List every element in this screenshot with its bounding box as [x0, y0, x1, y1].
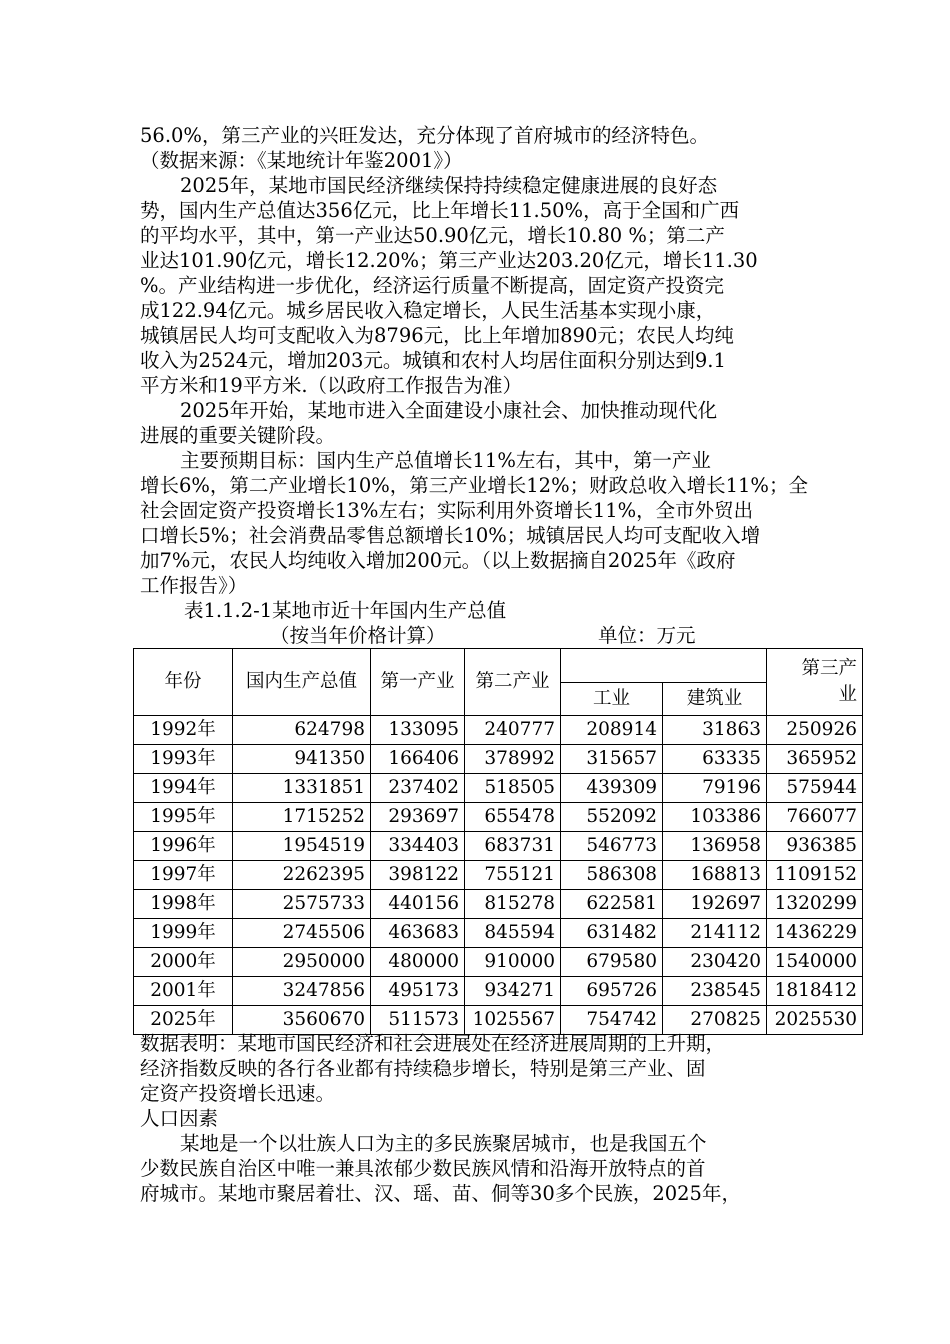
cell-value: 440156	[371, 890, 465, 919]
cell-value: 910000	[465, 948, 561, 977]
cell-year: 2025年	[134, 1006, 233, 1035]
cell-value: 1954519	[233, 832, 371, 861]
cell-value: 3247856	[233, 977, 371, 1006]
cell-value: 1331851	[233, 774, 371, 803]
cell-value: 941350	[233, 745, 371, 774]
cell-value: 315657	[561, 745, 663, 774]
cell-value: 168813	[663, 861, 767, 890]
cell-value: 1320299	[767, 890, 863, 919]
cell-value: 518505	[465, 774, 561, 803]
table-row	[134, 948, 863, 977]
cell-value: 79196	[663, 774, 767, 803]
cell-value: 934271	[465, 977, 561, 1006]
cell-value: 2025530	[767, 1006, 863, 1035]
cell-year: 1997年	[134, 861, 233, 890]
cell-year: 1993年	[134, 745, 233, 774]
cell-value: 622581	[561, 890, 663, 919]
cell-value: 1025567	[465, 1006, 561, 1035]
text-line: %。产业结构进一步优化，经济运行质量不断提高，固定资产投资完	[140, 274, 725, 297]
cell-value: 755121	[465, 861, 561, 890]
text-line: 定资产投资增长迅速。	[140, 1082, 336, 1105]
header-year: 年份	[134, 649, 233, 716]
cell-value: 240777	[465, 716, 561, 745]
cell-value: 936385	[767, 832, 863, 861]
cell-value: 2950000	[233, 948, 371, 977]
cell-value: 480000	[371, 948, 465, 977]
cell-value: 463683	[371, 919, 465, 948]
table-row	[134, 977, 863, 1006]
header-gdp: 国内生产总值	[233, 649, 371, 716]
cell-value: 679580	[561, 948, 663, 977]
text-line: 人口因素	[140, 1107, 219, 1130]
text-line: 数据表明：某地市国民经济和社会进展处在经济进展周期的上升期，	[140, 1032, 726, 1055]
text-line: 府城市。某地市聚居着壮、汉、瑶、苗、侗等30多个民族，2025年，	[140, 1182, 741, 1205]
table-header-row	[134, 649, 863, 683]
cell-value: 1540000	[767, 948, 863, 977]
cell-value: 695726	[561, 977, 663, 1006]
cell-year: 2001年	[134, 977, 233, 1006]
table-row	[134, 861, 863, 890]
text-line: 成122.94亿元。城乡居民收入稳定增长，人民生活基本实现小康，	[140, 299, 716, 322]
cell-value: 378992	[465, 745, 561, 774]
paragraph-1	[140, 123, 820, 173]
cell-year: 1992年	[134, 716, 233, 745]
cell-value: 63335	[663, 745, 767, 774]
table-unit: 单位：万元	[598, 624, 696, 647]
cell-value: 214112	[663, 919, 767, 948]
cell-value: 575944	[767, 774, 863, 803]
header-industry: 工业	[561, 682, 663, 716]
header-secondary-breakdown	[561, 649, 767, 683]
cell-year: 1996年	[134, 832, 233, 861]
cell-value: 624798	[233, 716, 371, 745]
cell-value: 631482	[561, 919, 663, 948]
section-heading	[140, 1106, 820, 1131]
text-line: 主要预期目标：国内生产总值增长11%左右，其中，第一产业	[180, 449, 711, 472]
text-line: 少数民族自治区中唯一兼具浓郁少数民族风情和沿海开放特点的首	[140, 1157, 706, 1180]
text-line: 经济指数反映的各行各业都有持续稳步增长，特别是第三产业、固	[140, 1057, 706, 1080]
text-line: 增长6%，第二产业增长10%，第三产业增长12%；财政总收入增长11%；全	[140, 474, 808, 497]
cell-year: 1994年	[134, 774, 233, 803]
text-line: 势，国内生产总值达356亿元，比上年增长11.50%，高于全国和广西	[140, 199, 740, 222]
text-line: 口增长5%；社会消费品零售总额增长10%；城镇居民人均可支配收入增	[140, 524, 761, 547]
cell-value: 365952	[767, 745, 863, 774]
table-subtitle: （按当年价格计算）	[270, 624, 446, 647]
table-row	[134, 716, 863, 745]
cell-value: 230420	[663, 948, 767, 977]
cell-value: 208914	[561, 716, 663, 745]
cell-value: 136958	[663, 832, 767, 861]
paragraph-7	[140, 1131, 820, 1206]
cell-value: 754742	[561, 1006, 663, 1035]
cell-value: 495173	[371, 977, 465, 1006]
cell-value: 270825	[663, 1006, 767, 1035]
cell-year: 1995年	[134, 803, 233, 832]
cell-value: 3560670	[233, 1006, 371, 1035]
cell-value: 546773	[561, 832, 663, 861]
table-row	[134, 832, 863, 861]
cell-value: 237402	[371, 774, 465, 803]
cell-value: 166406	[371, 745, 465, 774]
cell-value: 1109152	[767, 861, 863, 890]
paragraph-5	[140, 1031, 820, 1106]
cell-value: 238545	[663, 977, 767, 1006]
text-line: 进展的重要关键阶段。	[140, 424, 336, 447]
cell-value: 334403	[371, 832, 465, 861]
text-line: 2025年，某地市国民经济继续保持持续稳定健康进展的良好态	[180, 174, 718, 197]
cell-value: 133095	[371, 716, 465, 745]
cell-value: 31863	[663, 716, 767, 745]
text-line: 2025年开始，某地市进入全面建设小康社会、加快推动现代化	[180, 399, 718, 422]
paragraph-4	[140, 448, 820, 598]
text-line: 某地是一个以壮族人口为主的多民族聚居城市，也是我国五个	[180, 1132, 707, 1155]
text-line: 社会固定资产投资增长13%左右；实际利用外资增长11%，全市外贸出	[140, 499, 754, 522]
cell-value: 398122	[371, 861, 465, 890]
header-tertiary: 第三产 业	[767, 649, 863, 716]
gdp-table	[133, 648, 863, 1035]
table-row	[134, 919, 863, 948]
cell-value: 683731	[465, 832, 561, 861]
text-line: 业达101.90亿元，增长12.20%；第三产业达203.20亿元，增长11.30	[140, 249, 758, 272]
text-line: 工作报告》）	[140, 574, 248, 597]
text-line: 平方米和19平方米.（以政府工作报告为准）	[140, 374, 523, 397]
cell-value: 511573	[371, 1006, 465, 1035]
text-line: 城镇居民人均可支配收入为8796元，比上年增加890元；农民人均纯	[140, 324, 734, 347]
header-construction: 建筑业	[663, 682, 767, 716]
cell-value: 845594	[465, 919, 561, 948]
table-row	[134, 774, 863, 803]
text-line: 56.0%，第三产业的兴旺发达，充分体现了首府城市的经济特色。	[140, 124, 709, 147]
cell-year: 2000年	[134, 948, 233, 977]
cell-value: 815278	[465, 890, 561, 919]
text-line: 加7%元，农民人均纯收入增加200元。（以上数据摘自2025年《政府	[140, 549, 736, 572]
cell-value: 1436229	[767, 919, 863, 948]
cell-value: 293697	[371, 803, 465, 832]
cell-year: 1999年	[134, 919, 233, 948]
cell-value: 2745506	[233, 919, 371, 948]
paragraph-3	[140, 398, 820, 448]
cell-year: 1998年	[134, 890, 233, 919]
header-secondary: 第二产业	[465, 649, 561, 716]
table-row	[134, 745, 863, 774]
cell-value: 439309	[561, 774, 663, 803]
cell-value: 103386	[663, 803, 767, 832]
cell-value: 192697	[663, 890, 767, 919]
cell-value: 2262395	[233, 861, 371, 890]
text-line: 的平均水平，其中，第一产业达50.90亿元，增长10.80 %；第二产	[140, 224, 725, 247]
table-row	[134, 890, 863, 919]
cell-value: 586308	[561, 861, 663, 890]
paragraph-2	[140, 173, 820, 398]
table-body	[134, 716, 863, 1035]
cell-value: 250926	[767, 716, 863, 745]
table-row	[134, 803, 863, 832]
cell-value: 1715252	[233, 803, 371, 832]
text-line: 收入为2524元，增加203元。城镇和农村人均居住面积分别达到9.1	[140, 349, 726, 372]
cell-value: 766077	[767, 803, 863, 832]
cell-value: 655478	[465, 803, 561, 832]
cell-value: 2575733	[233, 890, 371, 919]
header-primary: 第一产业	[371, 649, 465, 716]
cell-value: 1818412	[767, 977, 863, 1006]
table-title: 表1.1.2-1某地市近十年国内生产总值	[184, 599, 507, 622]
cell-value: 552092	[561, 803, 663, 832]
text-line: （数据来源：《某地统计年鉴2001》）	[140, 149, 463, 172]
